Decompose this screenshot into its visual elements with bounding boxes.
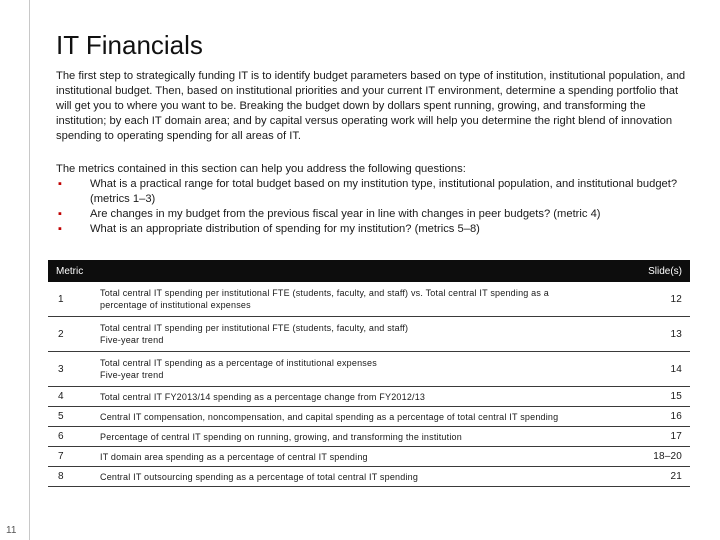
question-text: What is a practical range for total budget based on my institution type, institutional population, and institutional budget? (metrics 1–3): [90, 178, 678, 205]
metric-description: [96, 352, 632, 387]
metric-slides: 17: [632, 427, 690, 447]
metric-number: 1: [48, 282, 96, 317]
table-row: [48, 352, 690, 387]
question-text: What is an appropriate distribution of spending for my institution? (metrics 5–8): [90, 223, 480, 235]
metric-slides: 14: [632, 352, 690, 387]
metric-slides: 18–20: [632, 447, 690, 467]
left-margin-rule: [29, 0, 30, 540]
table-row: [48, 282, 690, 317]
metric-number: 4: [48, 387, 96, 407]
bullet-icon: ▪: [58, 178, 62, 190]
metric-description-line: percentage of institutional expenses: [100, 300, 251, 310]
metric-slides: 15: [632, 387, 690, 407]
metric-description: [96, 317, 632, 352]
metric-slides: 21: [632, 467, 690, 487]
table-row: [48, 467, 690, 487]
metric-number: 8: [48, 467, 96, 487]
metrics-table: [48, 260, 690, 487]
metric-slides: 12: [632, 282, 690, 317]
intro-paragraph: The first step to strategically funding IT is to identify budget parameters based on type of institution, institutional population, and institutional budget. Then, based on institutional priorities and your current IT environment, determine a spending portfolio that will get you to where you want to be. Breaking the budget down by dollars spent running, growing, and transforming the institution; by each IT domain area; and by capital versus operating work will help you determine the right blend of innovation spending to operating spending for all areas of IT.: [56, 70, 686, 142]
question-item: [56, 222, 688, 237]
question-item: [56, 177, 688, 207]
table-row: [48, 427, 690, 447]
metric-number: 6: [48, 427, 96, 447]
metric-slides: 13: [632, 317, 690, 352]
questions-section: [56, 162, 688, 237]
metric-slides: 16: [632, 407, 690, 427]
table-row: [48, 387, 690, 407]
metric-description: Central IT compensation, noncompensation, and capital spending as a percentage of total central IT spending: [96, 407, 632, 427]
table-row: [48, 407, 690, 427]
slide-number: 11: [6, 525, 17, 536]
metric-description: Total central IT FY2013/14 spending as a percentage change from FY2012/13: [96, 387, 632, 407]
metric-description-line: Total central IT spending as a percentage of institutional expenses: [100, 358, 377, 368]
questions-list: [56, 177, 688, 237]
page-title: IT Financials: [56, 30, 203, 60]
metric-description-line: Five-year trend: [100, 370, 164, 380]
metric-number: 3: [48, 352, 96, 387]
metric-number: 5: [48, 407, 96, 427]
metric-column-header: Metric: [48, 260, 632, 282]
bullet-icon: ▪: [58, 223, 62, 235]
metric-description-line: Total central IT spending per institutional FTE (students, faculty, and staff): [100, 323, 409, 333]
metric-description: Percentage of central IT spending on running, growing, and transforming the institution: [96, 427, 632, 447]
question-text: Are changes in my budget from the previous fiscal year in line with changes in peer budgets? (metric 4): [90, 208, 601, 220]
question-item: [56, 207, 688, 222]
metric-description-line: Five-year trend: [100, 335, 164, 345]
metric-description-line: Total central IT spending per institutional FTE (students, faculty, and staff) vs. Total central IT spending as a: [100, 288, 549, 298]
metric-description: IT domain area spending as a percentage of central IT spending: [96, 447, 632, 467]
metric-description: [96, 282, 632, 317]
table-header-row: [48, 260, 690, 282]
metric-number: 7: [48, 447, 96, 467]
bullet-icon: ▪: [58, 208, 62, 220]
metric-description: Central IT outsourcing spending as a percentage of total central IT spending: [96, 467, 632, 487]
slides-column-header: Slide(s): [632, 260, 690, 282]
metric-number: 2: [48, 317, 96, 352]
table-row: [48, 447, 690, 467]
questions-lead: The metrics contained in this section can help you address the following questions:: [56, 163, 466, 175]
table-row: [48, 317, 690, 352]
